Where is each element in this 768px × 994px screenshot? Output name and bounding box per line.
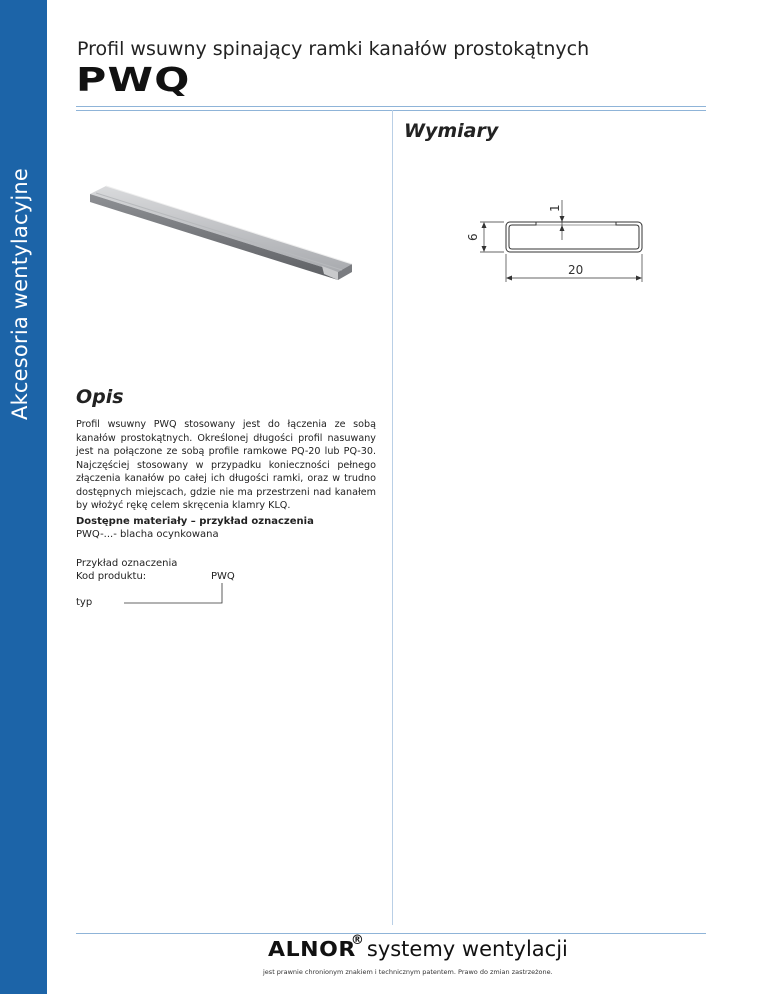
logo-registered-mark: ® xyxy=(350,933,364,948)
footer-note: jest prawnie chronionym znakiem i technicznym patentem. Prawo do zmian zastrzeżone. xyxy=(263,968,553,976)
description-text: Profil wsuwny PWQ stosowany jest do łączenia ze sobą kanałów prostokątnych. Określonej długości profil nasuwany jest na połączone ze sobą profile ramkowe PQ-20 lub PQ-30. Najczęściej stosowany w przypadku konieczności pełnego złączenia kanałów po całej ich długości ramki, oraz w trudno dostępnych miejscach, gdzie nie ma przestrzeni nad kanałem by włożyć rękę celem skręcenia klamry KLQ. xyxy=(76,419,376,511)
bottom-divider xyxy=(76,933,706,934)
example-code-label: Kod produktu: xyxy=(76,571,147,582)
logo-brand: ALNOR xyxy=(268,937,356,961)
sidebar-label: Akcesoria wentylacyjne xyxy=(8,167,32,420)
page-subtitle: Profil wsuwny spinający ramki kanałów prostokątnych xyxy=(77,38,590,60)
description-heading: Opis xyxy=(76,386,124,408)
column-divider xyxy=(392,110,393,925)
dimensions-heading: Wymiary xyxy=(404,120,499,142)
logo-tagline: systemy wentylacji xyxy=(366,937,568,961)
example-code-value: PWQ xyxy=(211,571,235,582)
alnor-logo xyxy=(268,933,568,961)
dimension-height-label: 6 xyxy=(466,233,480,241)
dimension-width-label: 20 xyxy=(568,263,584,277)
materials-heading: Dostępne materiały – przykład oznaczenia xyxy=(76,516,314,527)
example-bracket-line xyxy=(124,583,228,607)
example-heading: Przykład oznaczenia xyxy=(76,558,178,569)
example-typ-label: typ xyxy=(76,597,93,608)
dimension-drawing xyxy=(450,192,660,292)
product-photo xyxy=(76,176,378,296)
materials-line: PWQ-...- blacha ocynkowana xyxy=(76,529,219,540)
product-code-title: PWQ xyxy=(76,60,191,99)
dimension-thickness-label: 1 xyxy=(548,204,562,212)
top-divider xyxy=(76,106,706,111)
sidebar xyxy=(0,0,47,994)
